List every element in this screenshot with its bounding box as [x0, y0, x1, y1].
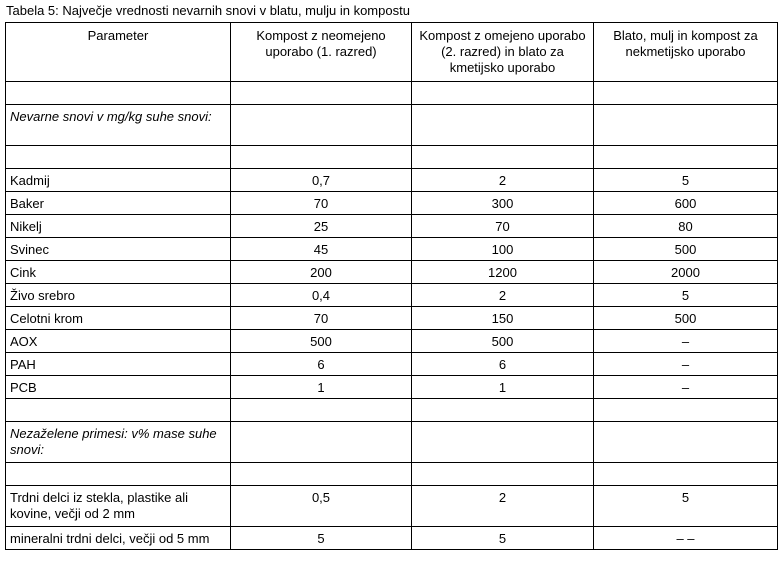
- row-value-class-2: 2: [412, 486, 594, 527]
- row-parameter: AOX: [6, 330, 231, 353]
- limits-table: [5, 22, 778, 550]
- section-row-impurities: [6, 422, 778, 463]
- row-value-class-2: 300: [412, 192, 594, 215]
- row-value-class-1: 5: [231, 527, 412, 550]
- row-value-class-1: 0,4: [231, 284, 412, 307]
- spacer-row: [6, 463, 778, 486]
- row-value-nonagricultural: 5: [594, 284, 778, 307]
- row-parameter: Cink: [6, 261, 231, 284]
- row-value-class-2: 500: [412, 330, 594, 353]
- section-label-hazardous: Nevarne snovi v mg/kg suhe snovi:: [6, 105, 231, 146]
- header-row: [6, 23, 778, 82]
- row-parameter: Živo srebro: [6, 284, 231, 307]
- row-value-nonagricultural: – –: [594, 527, 778, 550]
- row-value-class-2: 70: [412, 215, 594, 238]
- row-value-nonagricultural: 80: [594, 215, 778, 238]
- table-row: [6, 215, 778, 238]
- row-value-nonagricultural: 2000: [594, 261, 778, 284]
- row-value-class-1: 200: [231, 261, 412, 284]
- row-value-class-2: 1: [412, 376, 594, 399]
- row-value-nonagricultural: 500: [594, 238, 778, 261]
- table-row: [6, 353, 778, 376]
- table-row: [6, 192, 778, 215]
- table-row: [6, 330, 778, 353]
- row-parameter: mineralni trdni delci, večji od 5 mm: [6, 527, 231, 550]
- header-parameter: Parameter: [6, 23, 231, 82]
- row-value-class-1: 0,7: [231, 169, 412, 192]
- table-caption: Tabela 5: Največje vrednosti nevarnih snovi v blatu, mulju in kompostu: [6, 3, 410, 18]
- row-parameter: Baker: [6, 192, 231, 215]
- row-value-class-1: 25: [231, 215, 412, 238]
- table-row: [6, 486, 778, 527]
- header-class-1: Kompost z neomejeno uporabo (1. razred): [231, 23, 412, 82]
- row-value-class-1: 70: [231, 307, 412, 330]
- row-value-class-2: 6: [412, 353, 594, 376]
- spacer-row: [6, 146, 778, 169]
- spacer-row: [6, 82, 778, 105]
- table-row: [6, 261, 778, 284]
- section-label-impurities: Nezaželene primesi: v% mase suhe snovi:: [6, 422, 231, 463]
- table-row: [6, 376, 778, 399]
- row-parameter: Svinec: [6, 238, 231, 261]
- row-value-class-2: 100: [412, 238, 594, 261]
- row-parameter: Nikelj: [6, 215, 231, 238]
- row-value-nonagricultural: 5: [594, 486, 778, 527]
- row-value-nonagricultural: –: [594, 353, 778, 376]
- row-value-class-1: 1: [231, 376, 412, 399]
- row-value-class-1: 6: [231, 353, 412, 376]
- row-value-class-2: 5: [412, 527, 594, 550]
- row-parameter: Celotni krom: [6, 307, 231, 330]
- row-parameter: PCB: [6, 376, 231, 399]
- table-row: [6, 284, 778, 307]
- row-value-class-2: 2: [412, 284, 594, 307]
- table-row: [6, 238, 778, 261]
- row-value-class-1: 500: [231, 330, 412, 353]
- row-value-class-2: 2: [412, 169, 594, 192]
- spacer-row: [6, 399, 778, 422]
- row-value-nonagricultural: 600: [594, 192, 778, 215]
- row-parameter: PAH: [6, 353, 231, 376]
- row-parameter: Trdni delci iz stekla, plastike ali kovine, večji od 2 mm: [6, 486, 231, 527]
- table-row: [6, 307, 778, 330]
- row-value-class-1: 0,5: [231, 486, 412, 527]
- row-value-nonagricultural: 500: [594, 307, 778, 330]
- row-value-nonagricultural: –: [594, 330, 778, 353]
- row-value-nonagricultural: 5: [594, 169, 778, 192]
- section-row-hazardous: [6, 105, 778, 146]
- row-value-class-2: 150: [412, 307, 594, 330]
- row-value-class-2: 1200: [412, 261, 594, 284]
- header-class-2: Kompost z omejeno uporabo (2. razred) in blato za kmetijsko uporabo: [412, 23, 594, 82]
- header-nonagricultural: Blato, mulj in kompost za nekmetijsko uporabo: [594, 23, 778, 82]
- table-row: [6, 527, 778, 550]
- row-value-nonagricultural: –: [594, 376, 778, 399]
- row-parameter: Kadmij: [6, 169, 231, 192]
- row-value-class-1: 70: [231, 192, 412, 215]
- row-value-class-1: 45: [231, 238, 412, 261]
- table-row: [6, 169, 778, 192]
